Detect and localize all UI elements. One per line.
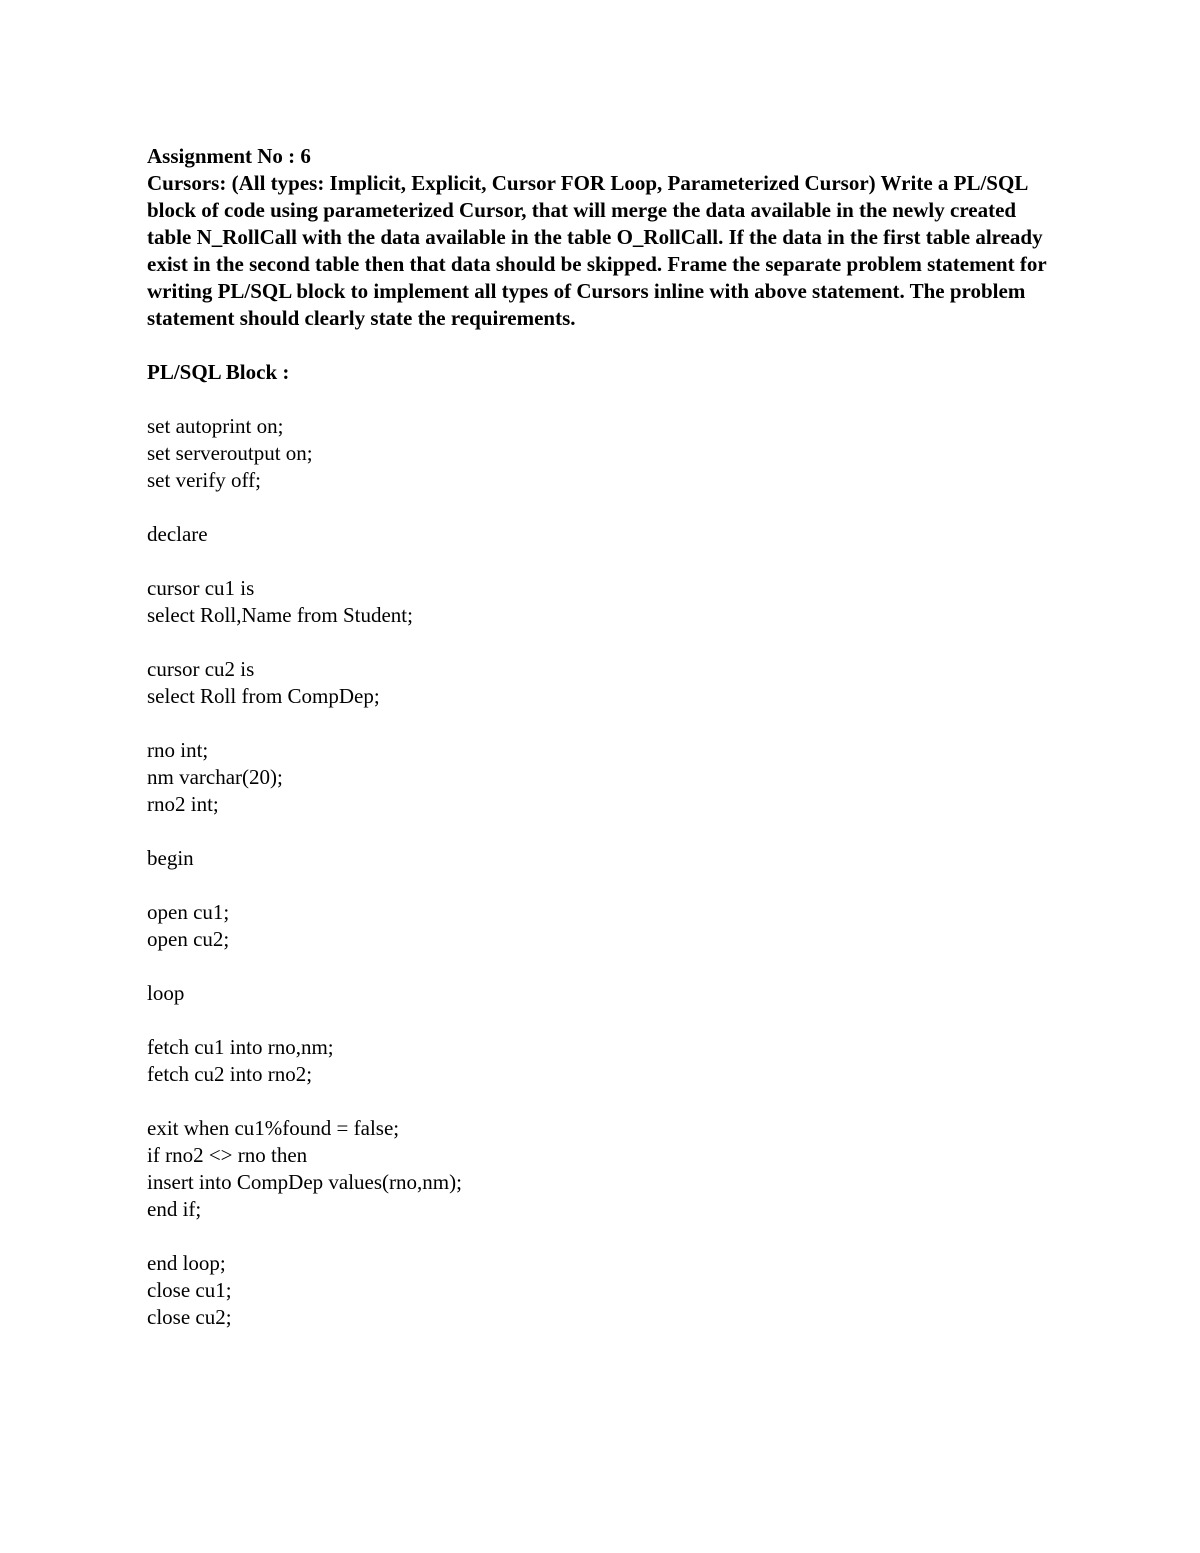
code-line: loop bbox=[147, 981, 185, 1005]
code-line: cursor cu1 is bbox=[147, 576, 255, 600]
code-line: end if; bbox=[147, 1197, 202, 1221]
code-line: if rno2 <> rno then bbox=[147, 1143, 308, 1167]
code-line: rno2 int; bbox=[147, 792, 219, 816]
code-line bbox=[147, 953, 1067, 980]
code-line: open cu1; bbox=[147, 900, 230, 924]
code-line: set autoprint on; bbox=[147, 414, 284, 438]
code-line: fetch cu2 into rno2; bbox=[147, 1062, 313, 1086]
code-line: declare bbox=[147, 522, 208, 546]
code-line: open cu2; bbox=[147, 927, 230, 951]
code-line: rno int; bbox=[147, 738, 209, 762]
code-line: select Roll from CompDep; bbox=[147, 684, 380, 708]
code-line bbox=[147, 629, 1067, 656]
code-line bbox=[147, 1088, 1067, 1115]
code-line: select Roll,Name from Student; bbox=[147, 603, 413, 627]
code-line: set serveroutput on; bbox=[147, 441, 313, 465]
section-title: PL/SQL Block : bbox=[147, 360, 290, 384]
document-page bbox=[147, 143, 1067, 1331]
code-line: close cu2; bbox=[147, 1305, 232, 1329]
assignment-title: Assignment No : 6 bbox=[147, 144, 311, 168]
code-line: end loop; bbox=[147, 1251, 226, 1275]
code-line bbox=[147, 548, 1067, 575]
code-line: fetch cu1 into rno,nm; bbox=[147, 1035, 334, 1059]
code-line: close cu1; bbox=[147, 1278, 232, 1302]
code-line: exit when cu1%found = false; bbox=[147, 1116, 400, 1140]
code-line: nm varchar(20); bbox=[147, 765, 283, 789]
problem-statement: Cursors: (All types: Implicit, Explicit, Cursor FOR Loop, Parameterized Cursor) Write a PL/SQL block of code using parameterized Cursor, that will merge the data available in the newly created table N_RollCall with the data available in the table O_RollCall. If the data in the first table already exist in the second table then that data should be skipped. Frame the separate problem statement for writing PL/SQL block to implement all types of Cursors inline with above statement. The problem statement should clearly state the requirements. bbox=[147, 171, 1047, 330]
code-line bbox=[147, 1223, 1067, 1250]
code-line bbox=[147, 1007, 1067, 1034]
code-line: insert into CompDep values(rno,nm); bbox=[147, 1170, 462, 1194]
code-line: begin bbox=[147, 846, 194, 870]
code-line bbox=[147, 818, 1067, 845]
code-line: cursor cu2 is bbox=[147, 657, 255, 681]
code-line bbox=[147, 494, 1067, 521]
code-line bbox=[147, 872, 1067, 899]
code-block bbox=[147, 413, 1067, 1331]
code-line bbox=[147, 710, 1067, 737]
code-line: set verify off; bbox=[147, 468, 261, 492]
